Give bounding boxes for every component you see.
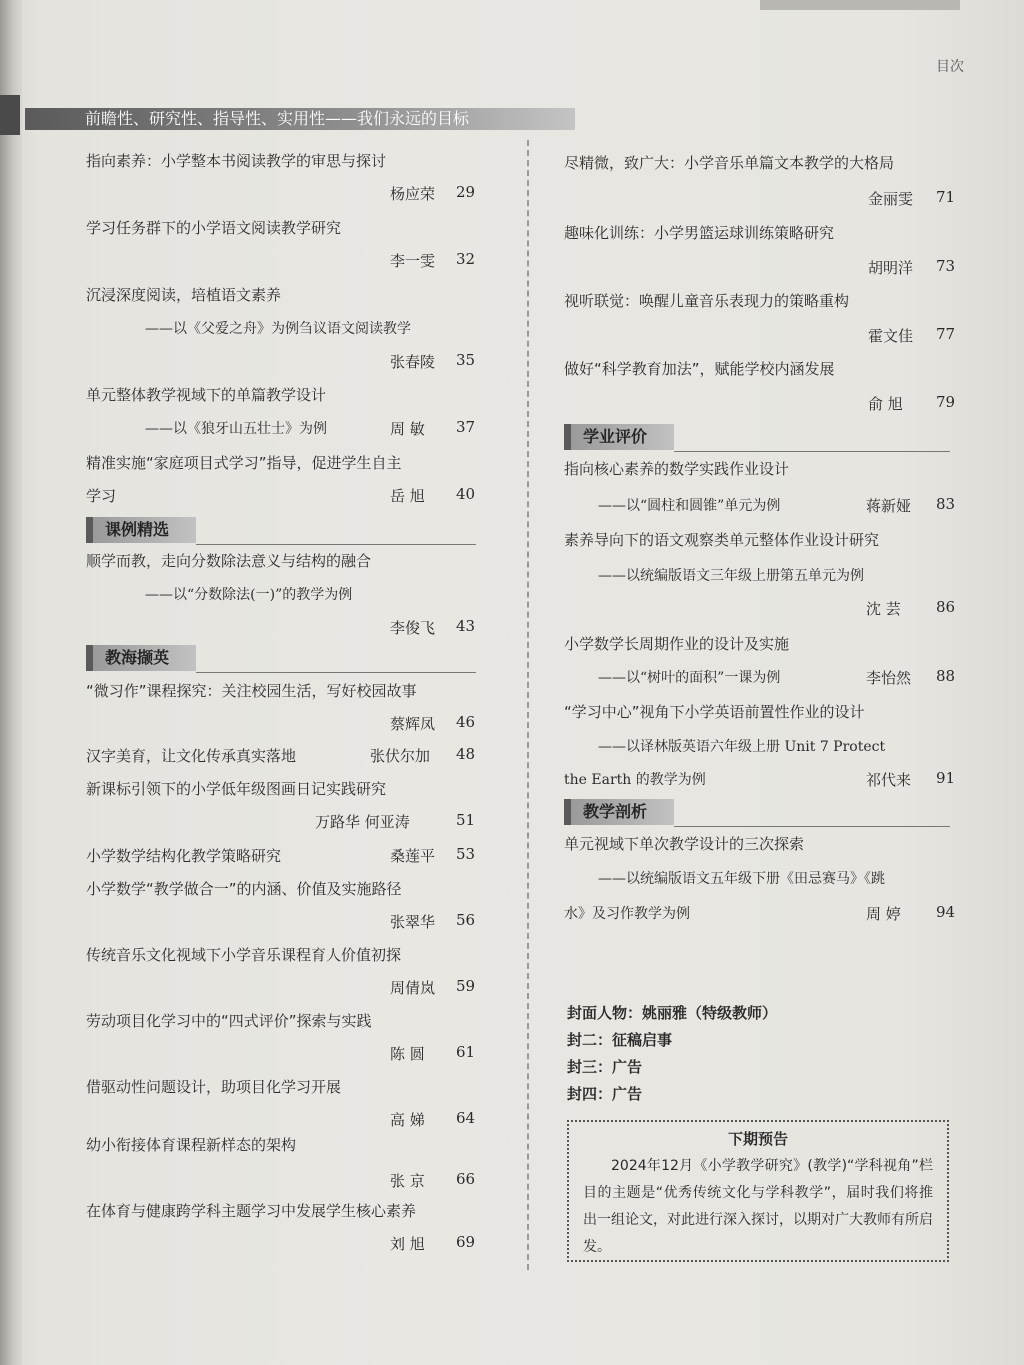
section-header: 学业评价 [564,424,674,450]
toc-page: 79 [936,393,956,411]
toc-page: 53 [456,845,476,863]
notice-body: 2024年12月《小学教学研究》(教学)“学科视角”栏目的主题是“优秀传统文化与学科教学”，届时我们将推出一组论文，对此进行深入探讨，以期对广大教师有所启发。 [583,1158,933,1255]
toc-subtitle: ——以《父爱之舟》为例刍议语文阅读教学 [145,321,411,337]
toc-page: 51 [456,811,476,829]
toc-page: 64 [456,1109,476,1127]
section-rule [196,544,476,545]
toc-title[interactable]: “微习作”课程探究：关注校园生活，写好校园故事 [86,682,417,700]
toc-page: 40 [456,485,476,503]
toc-subtitle: ——以“圆柱和圆锥”单元为例 [598,498,781,514]
section-header: 教海撷英 [86,645,196,671]
toc-author: 李俊飞 [390,619,436,637]
toc-title[interactable]: 单元视域下单次教学设计的三次探索 [564,835,805,853]
next-issue-notice [567,1120,949,1262]
toc-title[interactable]: 传统音乐文化视域下小学音乐课程育人价值初探 [86,946,402,964]
toc-subtitle: ——以统编版语文三年级上册第五单元为例 [598,568,864,584]
toc-title[interactable]: 尽精微，致广大：小学音乐单篇文本教学的大格局 [564,154,895,172]
toc-title[interactable]: 精准实施“家庭项目式学习”指导，促进学生自主 [86,454,402,472]
toc-subtitle: ——以“分数除法(一)”的教学为例 [145,587,353,603]
toc-page: 94 [936,903,956,921]
toc-page: 29 [456,183,476,201]
toc-title[interactable]: 指向核心素养的数学实践作业设计 [564,460,790,478]
toc-title[interactable]: 沉浸深度阅读，培植语文素养 [86,286,282,304]
section-header: 教学剖析 [564,799,674,825]
toc-author: 沈 芸 [866,600,901,618]
toc-author: 张春陵 [390,353,436,371]
toc-title[interactable]: 借驱动性问题设计，助项目化学习开展 [86,1078,342,1096]
toc-author: 周 敏 [390,420,425,438]
toc-author: 祁代来 [866,771,912,789]
toc-page: 66 [456,1170,476,1188]
toc-title[interactable]: 在体育与健康跨学科主题学习中发展学生核心素养 [86,1202,417,1220]
toc-author: 陈 圆 [390,1045,425,1063]
toc-subtitle: ——以《狼牙山五壮士》为例 [145,421,327,437]
toc-page: 69 [456,1233,476,1251]
cover-person: 封面人物：姚丽雅（特级教师） [567,1004,778,1022]
toc-title[interactable]: 视听联觉：唤醒儿童音乐表现力的策略重构 [564,292,850,310]
toc-subtitle-cont: 水》及习作教学为例 [564,906,690,922]
toc-subtitle: ——以统编版语文五年级下册《田忌赛马》《跳 [598,871,885,887]
section-rule [196,672,476,673]
toc-author: 金丽雯 [868,190,914,208]
toc-page: 48 [456,745,476,763]
toc-page: 73 [936,257,956,275]
toc-author: 蒋新娅 [866,497,912,515]
toc-author: 高 娣 [390,1111,425,1129]
toc-title[interactable]: 新课标引领下的小学低年级图画日记实践研究 [86,780,387,798]
toc-page: 77 [936,325,956,343]
toc-title[interactable]: 学习任务群下的小学语文阅读教学研究 [86,219,342,237]
toc-subtitle: ——以“树叶的面积”一课为例 [598,670,781,686]
toc-title[interactable]: 做好“科学教育加法”，赋能学校内涵发展 [564,360,835,378]
toc-title[interactable]: 单元整体教学视域下的单篇教学设计 [86,386,327,404]
toc-title[interactable]: 顺学而教，走向分数除法意义与结构的融合 [86,552,372,570]
toc-title[interactable]: “学习中心”视角下小学英语前置性作业的设计 [564,703,865,721]
toc-page: 61 [456,1043,476,1061]
toc-author: 蔡辉凤 [390,715,436,733]
toc-title[interactable]: 小学数学结构化教学策略研究 [86,847,282,865]
banner-slogan: 前瞻性、研究性、指导性、实用性——我们永远的目标 [25,108,575,130]
toc-author: 张 京 [390,1172,425,1190]
toc-author: 周倩岚 [390,979,436,997]
toc-page: 71 [936,188,956,206]
toc-author: 霍文佳 [868,327,914,345]
toc-title-cont: 学习 [86,487,117,505]
toc-title[interactable]: 劳动项目化学习中的“四式评价”探索与实践 [86,1012,372,1030]
spine [0,0,22,1365]
toc-page: 32 [456,250,476,268]
column-divider [527,140,529,1270]
toc-author: 张伏尔加 [370,747,431,765]
toc-author: 杨应荣 [390,185,436,203]
toc-title[interactable]: 汉字美育，让文化传承真实落地 [86,747,297,765]
toc-author: 周 婷 [866,905,901,923]
toc-author: 俞 旭 [868,395,903,413]
toc-author: 刘 旭 [390,1235,425,1253]
notice-title: 下期预告 [727,1130,788,1148]
cover-three: 封三：广告 [567,1058,643,1076]
cover-four: 封四：广告 [567,1085,643,1103]
toc-author: 万路华 何亚涛 [315,813,410,831]
cover-two: 封二：征稿启事 [567,1031,673,1049]
section-rule [674,826,950,827]
toc-page: 88 [936,667,956,685]
toc-subtitle-cont: the Earth 的教学为例 [564,772,706,788]
toc-page: 46 [456,713,476,731]
toc-author: 胡明洋 [868,259,914,277]
toc-page: 83 [936,495,956,513]
toc-subtitle: ——以译林版英语六年级上册 Unit 7 Protect [598,739,886,755]
section-header: 课例精选 [86,517,196,543]
toc-page: 37 [456,418,476,436]
toc-page: 43 [456,617,476,635]
toc-author: 岳 旭 [390,487,425,505]
toc-author: 桑莲平 [390,847,436,865]
toc-author: 李一雯 [390,252,436,270]
toc-title[interactable]: 小学数学长周期作业的设计及实施 [564,635,790,653]
toc-author: 张翠华 [390,913,436,931]
toc-page: 91 [936,769,956,787]
toc-page: 56 [456,911,476,929]
toc-page: 59 [456,977,476,995]
toc-title[interactable]: 素养导向下的语文观察类单元整体作业设计研究 [564,531,880,549]
section-rule [674,451,950,452]
top-strip [760,0,960,10]
toc-page: 35 [456,351,476,369]
spine-tab [0,95,20,135]
toc-page: 86 [936,598,956,616]
toc-title[interactable]: 指向素养：小学整本书阅读教学的审思与探讨 [86,152,387,170]
toc-title[interactable]: 小学数学“教学做合一”的内涵、价值及实施路径 [86,880,402,898]
toc-author: 李怡然 [866,669,912,687]
toc-title[interactable]: 幼小衔接体育课程新样态的架构 [86,1136,297,1154]
toc-title[interactable]: 趣味化训练：小学男篮运球训练策略研究 [564,224,835,242]
corner-text: 目次 [936,59,964,75]
